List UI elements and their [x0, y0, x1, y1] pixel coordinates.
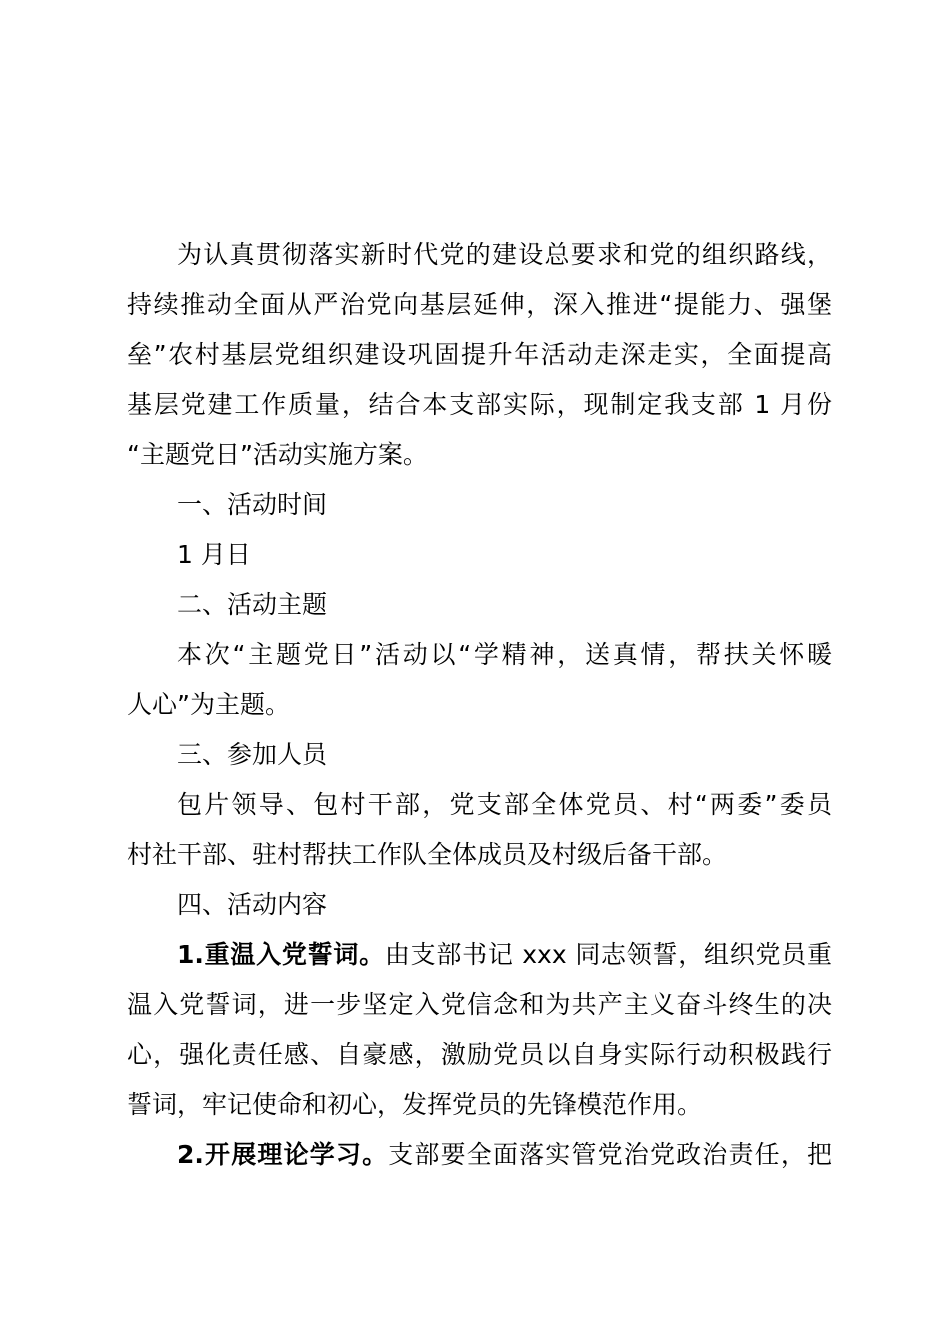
- intro-line-4: 基层党建工作质量，结合本支部实际，现制定我支部 1 月份: [127, 390, 832, 419]
- item1-line-4: 誓词，牢记使命和初心，发挥党员的先锋模范作用。: [127, 1090, 703, 1119]
- section1-heading: 一、活动时间: [177, 490, 328, 519]
- item1-first-line-text: 由支部书记 xxx 同志领誓，组织党员重: [384, 940, 832, 969]
- item2-title: 2.开展理论学习。: [177, 1140, 389, 1169]
- section2-body-line-1: 本次“主题党日”活动以“学精神，送真情，帮扶关怀暖: [177, 640, 832, 669]
- intro-line-2: 持续推动全面从严治党向基层延伸，深入推进“提能力、强堡: [127, 290, 832, 319]
- item1-line-3: 心，强化责任感、自豪感，激励党员以自身实际行动积极践行: [127, 1040, 832, 1069]
- intro-line-5: “主题党日”活动实施方案。: [127, 440, 428, 469]
- intro-line-1: 为认真贯彻落实新时代党的建设总要求和党的组织路线，: [177, 240, 832, 269]
- section1-body: 1 月日: [177, 540, 251, 569]
- section2-heading: 二、活动主题: [177, 590, 328, 619]
- section2-body-line-2: 人心”为主题。: [127, 690, 290, 719]
- section3-heading: 三、参加人员: [177, 740, 328, 769]
- section4-heading: 四、活动内容: [177, 890, 328, 919]
- section3-body-line-2: 村社干部、驻村帮扶工作队全体成员及村级后备干部。: [127, 840, 728, 869]
- intro-line-3: 垒”农村基层党组织建设巩固提升年活动走深走实，全面提高: [127, 340, 832, 369]
- section3-body-line-1: 包片领导、包村干部，党支部全体党员、村“两委”委员: [177, 790, 832, 819]
- item1-line-2: 温入党誓词，进一步坚定入党信念和为共产主义奋斗终生的决: [127, 990, 832, 1019]
- item1-first-line: [127, 930, 832, 980]
- item2-first-line: [127, 1130, 832, 1180]
- item2-first-line-text: 支部要全面落实管党治党政治责任，把: [388, 1140, 832, 1169]
- item1-title: 1.重温入党誓词。: [177, 940, 385, 969]
- document-page: [127, 230, 832, 1180]
